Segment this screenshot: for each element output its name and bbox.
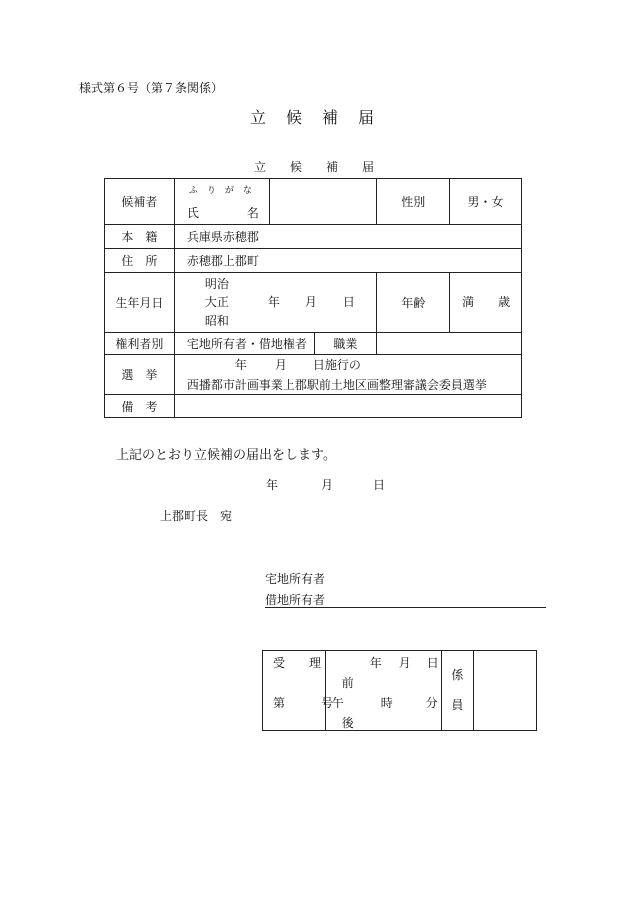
domicile-value[interactable]: 兵庫県赤穂郡 bbox=[174, 225, 521, 249]
address-row bbox=[105, 249, 522, 273]
election-label: 選 挙 bbox=[105, 355, 175, 395]
birthdate-label: 生年月日 bbox=[105, 273, 175, 333]
address-label: 住 所 bbox=[105, 249, 175, 273]
era-meiji: 明治 bbox=[204, 277, 229, 291]
submit-date-day: 日 bbox=[373, 478, 386, 492]
submit-date-month: 月 bbox=[321, 478, 334, 492]
occupation-field[interactable] bbox=[377, 333, 522, 355]
election-day: 日施行の bbox=[312, 358, 361, 372]
election-row bbox=[105, 355, 522, 395]
page-title: 立 候 補 届 bbox=[250, 108, 377, 127]
receipt-day: 日 bbox=[426, 656, 439, 670]
receipt-label: 受 理 bbox=[273, 656, 322, 670]
statement-text: 上記のとおり立候補の届出をします。 bbox=[116, 448, 336, 463]
receipt-minute: 分 bbox=[425, 696, 438, 710]
table-caption: 立 候 補 届 bbox=[254, 160, 375, 174]
clerk-bottom: 員 bbox=[451, 698, 464, 712]
gender-label: 性別 bbox=[377, 179, 450, 225]
furigana-name-cell bbox=[174, 179, 269, 225]
address-value[interactable]: 赤穂郡上郡町 bbox=[174, 249, 521, 273]
receipt-month: 月 bbox=[398, 656, 411, 670]
gender-options[interactable]: 男・女 bbox=[450, 179, 522, 225]
age-field[interactable] bbox=[450, 273, 522, 333]
remarks-label: 備 考 bbox=[105, 395, 175, 418]
age-label: 年齢 bbox=[377, 273, 450, 333]
addressee: 上郡町長 宛 bbox=[160, 509, 233, 523]
remarks-field[interactable] bbox=[174, 395, 521, 418]
rights-value[interactable]: 宅地所有者・借地権者 bbox=[174, 333, 314, 355]
rights-label: 権利者別 bbox=[105, 333, 175, 355]
submit-date-year: 年 bbox=[266, 478, 279, 492]
era-showa: 昭和 bbox=[204, 314, 229, 328]
name-field[interactable] bbox=[269, 179, 377, 225]
rights-row bbox=[105, 333, 522, 355]
birthdate-row bbox=[105, 273, 522, 333]
receipt-label-cell bbox=[263, 651, 334, 731]
receipt-box bbox=[262, 650, 537, 731]
election-year: 年 bbox=[234, 358, 247, 372]
candidacy-form-table bbox=[104, 178, 522, 418]
birth-day-label: 日 bbox=[342, 295, 355, 309]
receipt-am: 前 bbox=[341, 676, 354, 690]
remarks-row bbox=[105, 395, 522, 418]
receipt-number-label: 第 号 bbox=[273, 696, 334, 710]
domicile-label: 本 籍 bbox=[105, 225, 175, 249]
furigana-label: ふ り が な bbox=[188, 186, 252, 196]
clerk-top: 係 bbox=[451, 668, 464, 682]
occupation-label: 職業 bbox=[314, 333, 377, 355]
owner-line-1: 宅地所有者 bbox=[265, 572, 326, 586]
election-month: 月 bbox=[274, 358, 287, 372]
election-name: 西播都市計画事業上郡駅前土地区画整理審議会委員選挙 bbox=[186, 378, 487, 392]
receipt-noon: 午 bbox=[331, 696, 344, 710]
receipt-year: 年 bbox=[369, 656, 382, 670]
domicile-row bbox=[105, 225, 522, 249]
form-number: 様式第６号（第７条関係） bbox=[79, 81, 224, 95]
signature-underline bbox=[265, 607, 546, 608]
receipt-pm: 後 bbox=[341, 716, 354, 730]
owner-line-2: 借地所有者 bbox=[265, 593, 326, 607]
receipt-hour: 時 bbox=[380, 696, 393, 710]
era-taisho: 大正 bbox=[204, 295, 229, 309]
election-field bbox=[174, 355, 521, 395]
birthdate-field[interactable] bbox=[174, 273, 376, 333]
name-label: 氏 名 bbox=[186, 206, 259, 220]
clerk-stamp-field[interactable] bbox=[474, 651, 537, 731]
clerk-label-cell bbox=[442, 651, 474, 731]
candidate-row bbox=[105, 179, 522, 225]
age-unit: 歳 bbox=[498, 295, 511, 309]
birth-month-label: 月 bbox=[304, 295, 317, 309]
age-full: 満 bbox=[462, 295, 475, 309]
birth-year-label: 年 bbox=[267, 295, 280, 309]
candidate-label: 候補者 bbox=[105, 179, 175, 225]
receipt-datetime-cell[interactable] bbox=[325, 651, 442, 731]
